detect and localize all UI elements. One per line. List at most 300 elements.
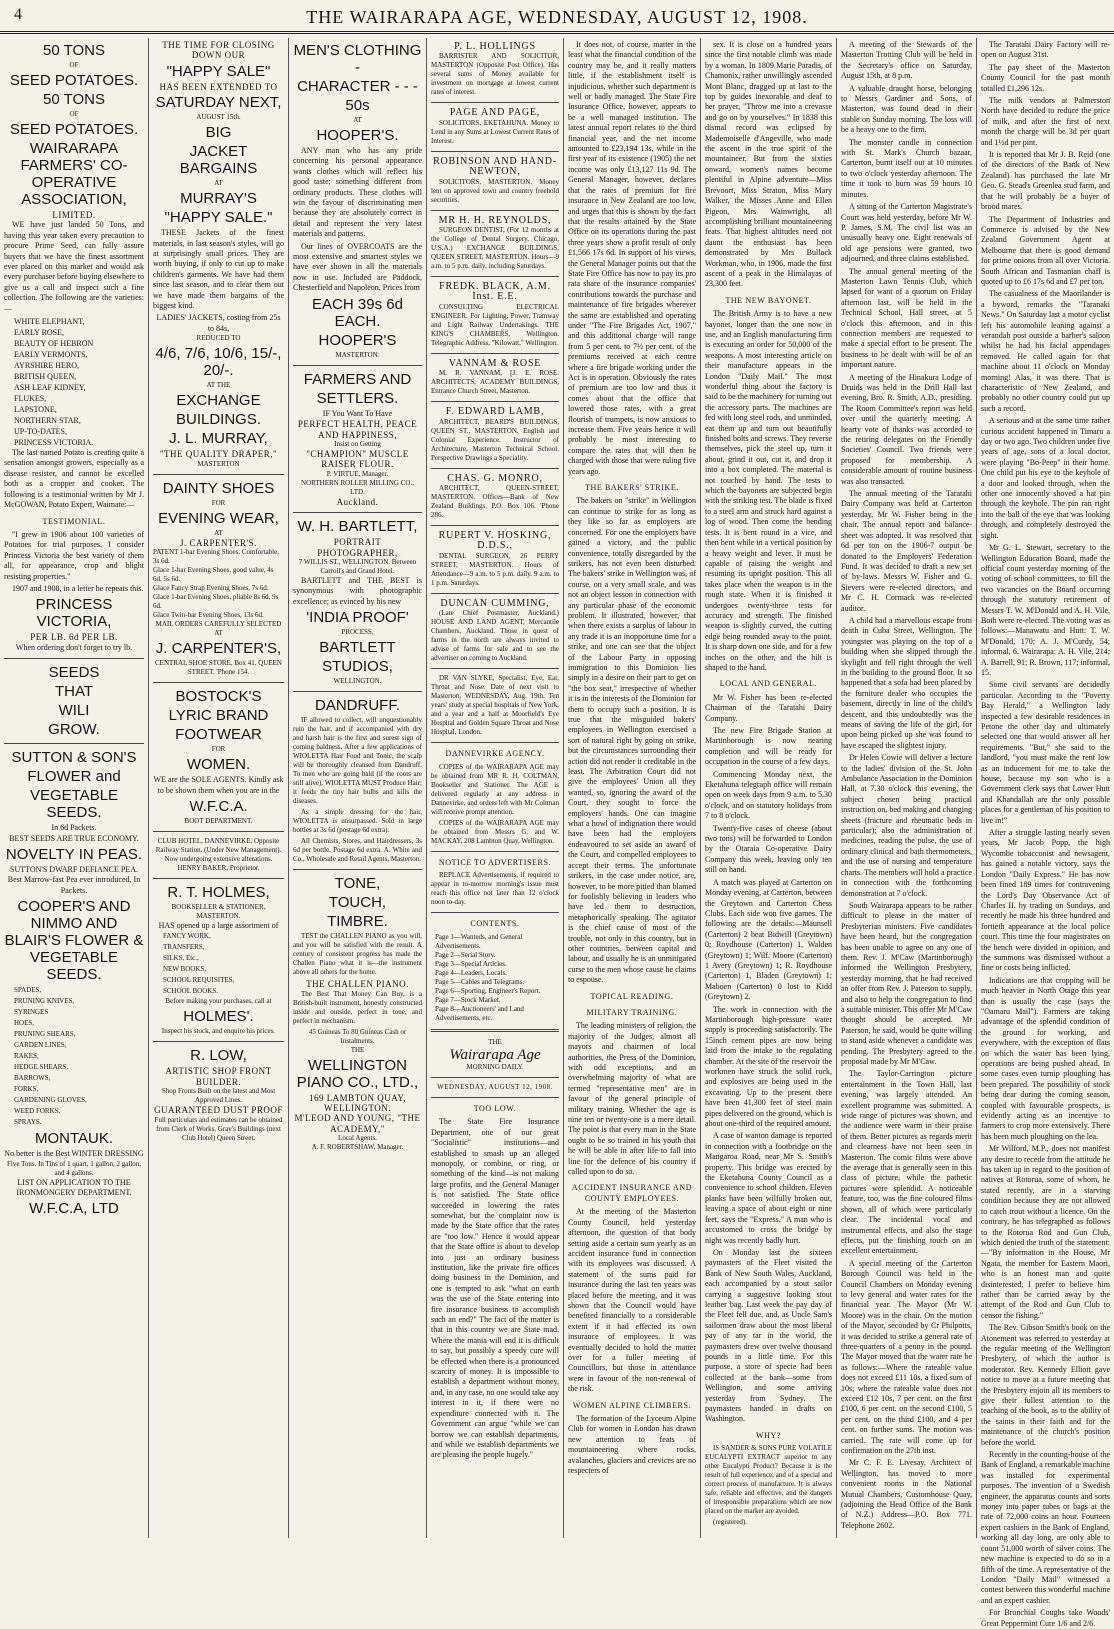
column-1-advertisements — [0, 38, 148, 1538]
ad-text: NORTHERN ROLLER MILLING CO., LTD. — [301, 478, 414, 496]
article-heading: THE BAKERS' STRIKE. — [585, 483, 679, 493]
article-paragraph: At the meeting of the Masterton County Council, held yesterday afternoon, the question of that body setting aside a certain sum yearly as an accident insurance fund in connection with its employees was discussed. A statement of the sums paid for insurance during the last ten years was placed before the meeting, and it was shown that the Council would have benefited financially to a considerable extent if it had effected its own insurance of employees. It was eventually decided to hold the matter over for a fuller meeting of Councillors, but those in attendance were in favour of the non-renewal of the risk. — [568, 1207, 696, 1394]
divider — [293, 365, 422, 366]
ad-text: CLUB HOTEL, DANNEVIRKE. Opposite Railway Station. (Under New Management). Now undergoing extensive alterations. HENRY BAKER, Proprietor. — [155, 836, 282, 872]
ad-text: WE are the SOLE AGENTS. Kindly ask to be shown them when you are in the — [153, 775, 284, 795]
ad-heading: VEGETABLE SEEDS. — [29, 787, 119, 822]
article-paragraph: A special meeting of the Carterton Borough Council was held in the Council Chambers on Monday evening to levy general and water rates for the financial year. The Mayor (Mr W. Moore) was in the chair. On the motion of the Mayor, seconded by Cr Philpotts, it was decided to strike a general rate of three-quarters of a penny in the pound. The Mayor moved that the water rate be as follows:—Where the rateable value does not exceed £11 10s, a fixed sum of 10s; where the rateable value does not exceed £12 10s, 7 per cent. on the first £100, 6 per cent. on the second £100, 5 per cent. on the third £100, and 4 per cent. on further sums. The motion was carried. The rate will come up for confirmation on the 27th inst. — [841, 1258, 972, 1456]
article-paragraph: Commencing Monday next, the Eketahuna telegraph office will remain open on week days from 9 a.m. to 5.30 o'clock, and on statutory holidays from 7 to 8 o'clock. — [705, 769, 832, 821]
column-4-cards-and-leader — [426, 38, 563, 1538]
ad-text: THE TIME FOR CLOSING DOWN OUR — [162, 40, 275, 61]
ad-price: PER LB. 6d PER LB. — [30, 632, 118, 643]
card-text: ARCHITECT, QUEEN-STREET, MASTERTON. Offices—Bank of New Zealand Buildings. P.O. Box 106. 'Phone 286. — [431, 484, 559, 520]
ad-body: All Chemists, Stores, and Hairdressers, 3s 6d per bottle. Postage 6d extra. A. White and Co., Wholesale and Retail Agents, Masterton. — [293, 837, 422, 864]
list-item: ASH LEAF KIDNEY, — [14, 383, 86, 393]
ad-heading: 50s — [345, 97, 370, 114]
article-heading: THE NEW BAYONET. — [725, 295, 812, 305]
divider — [431, 525, 559, 526]
card-text: BARRISTER AND SOLICITOR, MASTERTON (Opposite Post Office). Has several sums of Money available for investment on mortgage at lowest current rates of interest. — [431, 52, 559, 97]
ad-heading: W. H. BARTLETT, — [297, 518, 418, 536]
ad-heading: COOPER'S AND NIMMO AND BLAIR'S FLOWER & VEGETABLE SEEDS. — [4, 898, 144, 984]
article-paragraph: It does not, of course, matter in the least what the financial condition of the country may be, and it really matters little, if the establishment itself is injudicious, whether such department is well or badly managed. The State Fire Insurance Office, however, appears to be a well managed institution. The latest annual report relates to the third financial year, and the net income amounted to £23,194 13s, while in the first year of its existence (1905) the net income was only £13,127 11s 9d. The General Manager, however, declares that the rates of premium for fire insurance in New Zealand are too low, and urges that this is shown by the fact that the results attained by the State Office on its operations during the past three years show a profit result of only £1,566 17s 6d. In support of his views, the General Manager points out that the State Fire Office has now to pay its pro rata share of the insurance companies' contributions towards the purchase and maintenance of fire brigades wherever the same are established and operating under "The Fire Brigades Act, 1907," and this additional charge will range from 5 per cent. to 7½ per cent. of the premiums received at each centre where a fire brigade working under the Act is in operation. Obviously the rates of premium are too low and thus it comes about that the office that lowered those rates, with a great flourish of trumpets, is now anxious to increase them. Five years hence it will probably be most interesting to compare the rates that will then be charged with those that were ruling five years ago. — [568, 40, 696, 476]
ad-body: IF allowed to collect, will unquestionably ruin the hair, and if accompanied with dry and harsh hair is the first and surest sign of coming baldness. After a few applications of WIOLETTA Hair Food and Tonic, the scalp will be thoroughly cleansed from Dandruff. To men who are going bald (if the roots are still alive), WIOLETTA MUST Produce Hair; it feeds the tiny hair bulbs and kills the diseases. — [293, 716, 422, 806]
card-text: DR VAN SLYKE, Specialist, Eye, Ear, Throat and Nose. Date of next visit to Masterton, WEDNESDAY, Aug. 19th. Ten years' study at special hospitals of New York, and a year and a half at Moorfield's Eye Hospital and Golden Square Throat and Nose Hospital, London. — [431, 674, 559, 737]
divider — [293, 869, 422, 870]
card-name: RUPERT V. HOSKING, D.D.S., — [438, 530, 552, 552]
shoe-list — [153, 548, 284, 620]
card-text: COPIES of the WAIRARAPA AGE may be obtained from Messrs G. and W. MACKAY, 208 Lambton Quay, Wellington. — [431, 818, 559, 845]
list-item: SPRAYS. — [14, 1118, 42, 1127]
ad-text: THE CHALLEN PIANO. — [306, 979, 409, 990]
ad-heading: STUDIOS, — [322, 658, 393, 676]
divider — [431, 102, 559, 103]
business-card — [431, 474, 559, 520]
business-card — [431, 282, 559, 348]
divider — [431, 468, 559, 469]
ad-text: ARTISTIC SHOP FRONT BUILDER. — [165, 1066, 272, 1087]
article-heading: LOCAL AND GENERAL. — [719, 679, 818, 689]
leader-masthead: Wairarapa Age — [449, 1046, 541, 1063]
contents-list — [431, 933, 559, 1023]
list-item: BRITISH QUEEN, — [14, 372, 77, 382]
garden-tools-list — [4, 985, 144, 1128]
ad-heading: PRINCESS VICTORIA, — [35, 596, 113, 631]
list-item: BEAUTY OF HEBRON — [14, 339, 94, 349]
ad-text: WELLINGTON. — [323, 1102, 392, 1113]
article-paragraph: Mr G. L. Stewart, secretary to the Wellington Education Board, made the official count yesterday morning of the voting of school committees, to fill the two vacancies on the Board occurring through the statutory retirement of Messrs T. W. M'Donald and A. H. Vile. Both were re-elected. The voting was as follows:—Manawatu and Hutt: T. W. M'Donald, 170; A. J. M'Curdy, 54; informal, 6. Wairarapa: A. H. Vile, 214; A. Barrell, 91; R. Brown, 117; informal, 15. — [981, 543, 1110, 677]
ad-heading: MEN'S CLOTHING - — [293, 42, 422, 76]
ad-heading: WILI — [58, 702, 90, 720]
business-card — [431, 407, 559, 462]
list-item: TRANSFERS, — [163, 943, 205, 952]
ad-text: LIMITED. — [52, 210, 96, 220]
business-card — [431, 531, 559, 588]
ad-text: "CHAMPION" MUSCLE RAISER FLOUR. — [306, 448, 409, 470]
divider — [431, 353, 559, 354]
list-item: Page 4—Leaders, Locals. — [435, 968, 507, 977]
ad-text: In 6d Packets. — [51, 823, 97, 833]
list-item: Page 5—Cables and Telegrams. — [435, 977, 525, 986]
ad-heading: CHARACTER - - - — [297, 78, 418, 95]
column-7-local-news — [836, 38, 976, 1538]
ad-text: BEST SEEDS ARE TRUE ECONOMY. — [9, 833, 139, 843]
list-item: HOES, — [14, 1019, 35, 1028]
article-paragraph: Mr Wilford, M.P., does not manifest any desire to recede from the attitude he has taken up in regard to the position of natives at Rotorua, some of whom, he stated recently, are in a starving condition because they are not allowed to catch trout without a licence. On the contrary, he has telegraphed as follows to the Rotorua Rod and Gun Club, which denied the truth of the statement:—"By information in the House, Mr Ngata, the member for Eastern Maori, who is an honest man and quite disinterested, I prefer to believe him rather than be carried away by the attempt of the Rod and Gun Club to censor the fishing." — [981, 1144, 1110, 1320]
list-item: Page 8—Auctioneers' and Land Advertisements, etc. — [435, 1004, 524, 1022]
article-paragraph: sex. It is close on a hundred years since the first notable climb was made by a woman. In 1809 Marie Paradis, of Chamonix, rather unwillingly ascended Mont Blanc, dragged up at last to the top by guides inexorable and deaf to her prayer, "Throw me into a crevasse and go on by yourselves." In 1838 this dismal record was eclipsed by Mademoiselle d'Angeville, who made the ascent in the true spirit of the mountaineer. But from the sixties onward, women's names become plentiful in Alpine adventure—Miss Brevoort, Miss Straton, Miss Mary Walker, the Misses Anne and Ellen Pigeon, Mrs Wainwright, all accomplishing brilliant mountaineering feats. That highest altitudes need not daunt the enthusiast has been demonstrated by Mrs Bullock Workman, who, in 1906, made the first ascent of a peak in the Himalayas of 23,300 feet. — [705, 40, 832, 289]
ad-text: Insist on Getting — [334, 439, 381, 448]
ad-body: The last named Potato is creating quite a sensation amongst growers, especially as a disease resister, and cannot be excelled both as a cropper and cooker. The following is a testimonial written by Mr J. McGOWAN, Potato Expert, Waimate:— — [4, 448, 144, 510]
article-heading: WOMEN ALPINE CLIMBERS. — [572, 1400, 692, 1410]
list-item: EARLY ROSE, — [14, 328, 65, 338]
ad-text: Shop Fronts Built on the latest and Most Approved Lines. — [161, 1087, 276, 1105]
ad-body: The Best That Money Can Buy, is a British-built instrument, honestly constructed inside and outside, perfect in tone, and perfect in mechanism. — [293, 989, 422, 1025]
article-paragraph: Mr W. Fisher has been re-elected Chairman of the Taratahi Dairy Company. — [705, 692, 832, 723]
article-paragraph: The pay sheet of the Masterton County Council for the past month totalled £1,296 12s. — [981, 62, 1110, 93]
list-item: Page 2—Serial Story. — [435, 950, 496, 959]
ad-text: M'LEOD AND YOUNG, "THE ACADEMY," — [294, 1113, 421, 1134]
divider — [431, 851, 559, 852]
business-card — [431, 108, 559, 145]
divider — [293, 512, 422, 513]
article-paragraph: South Wairarapa appears to be rather difficult to please in the matter of Presbyterian ministers. Five candidates have been heard, but the congregation has been unable to agree on any one of them. Rev. J. M'Caw (Martinborough) informed the Wellington Presbytery, yesterday morning, that he had received an offer from Rev. J. Paterson to supply, and also to help the congregation to find a suitable minister. This offer Mr M'Caw thought should be accepted. Mr Paterson, he said, would be quite willing to stand aside whenever a candidate was pending. The Presbytery agreed to the proposal made by Mr M'Caw. — [841, 900, 972, 1066]
business-card — [431, 42, 559, 97]
ad-text: FOR — [211, 745, 226, 754]
article-paragraph: A serious and at the same time rather curious accident happened in Timaru a day or two ago. Two children under five years of age, sons of a local doctor, were playing "Bo-Peep" in their home. One child put his eye to the keyhole of a door and looked through, when the other one innocently shoved a hat pin through the keyhole. The pin ran right into the ball of the eye that was looking through, and completely destroyed the sight. — [981, 416, 1110, 540]
ad-body: ANY man who has any pride concerning his personal appearance wants clothes which will reflect his good taste; something different from ordinary products. These clothes will win the favour of discriminating men because they are absolutely correct in detail and represent the very latest materials and patterns. — [293, 146, 422, 239]
ad-heading: SEEDS — [48, 664, 100, 682]
list-item: WEED FORKS, — [14, 1107, 61, 1116]
ad-heading: BIG — [205, 124, 232, 142]
card-name: VANNAM & ROSE — [448, 357, 542, 369]
article-paragraph: Mr C. F. E. Livesay, Architect of Wellington, has moved to more convenient rooms in the National Mutual Chambers, Customhouse Quay, (adjoining the Head Office of the Bank of N.Z.) Address—P.O. Box 771. Telephone 2602. — [841, 1458, 972, 1530]
ad-heading: 50 TONS — [43, 91, 105, 108]
masthead — [0, 0, 1114, 34]
divider — [431, 276, 559, 277]
card-text: DENTAL SURGEON, 26 PERRY STREET, MASTERTON. Hours of Attendance—9 a.m. to 5 p.m. daily. 9 a.m. to 1 p.m. Saturdays. — [431, 551, 559, 587]
ad-text: IF You Want To Have — [322, 408, 393, 418]
article-heading: TOPICAL READING. — [590, 991, 674, 1001]
divider — [431, 1029, 559, 1032]
divider — [153, 878, 284, 879]
list-item: LAPSTONE, — [14, 405, 57, 415]
ad-text: No better is the Best WINTER DRESSING — [4, 1149, 144, 1159]
ad-text: FOR — [211, 498, 226, 507]
ad-text: REDUCED TO — [196, 334, 241, 343]
ad-text: AUGUST 15th. — [196, 113, 241, 122]
card-text: SOLICITORS, MASTERTON. Money lent on approved town and country freehold securities. — [431, 177, 559, 204]
ad-heading: 4/6, 7/6, 10/6, 15/-, 20/-. — [155, 345, 282, 380]
ad-body: BARTLETT and THE BEST is synonymous with photographic excellence; as evinced by his new — [293, 575, 422, 606]
list-item: Page 7—Stock Market. — [435, 995, 501, 1004]
column-8-local-news — [976, 38, 1114, 1628]
ad-text: AT — [214, 528, 223, 537]
ad-heading: J. L. MURRAY, — [169, 430, 268, 448]
article-paragraph: Twenty-five cases of cheese (about two tons) will be forwarded to London by the Otaraia Co-operative Dairy Company this week, leaving only ten still on hand. — [705, 823, 832, 875]
divider — [431, 210, 559, 211]
article-paragraph: The new Fire Brigade Station at Martinborough is now nearing completion and will be ready for occupation in the course of a few days. — [705, 726, 832, 767]
card-name: P. L. HOLLINGS — [454, 41, 536, 52]
ad-text: HAS opened up a large assortment of — [158, 920, 279, 930]
ad-heading: TIMBRE. — [327, 913, 388, 931]
ad-heading: BARTLETT — [319, 639, 396, 657]
ad-heading: SEED POTATOES. — [9, 72, 139, 89]
ad-heading: HOLMES'. — [183, 1008, 254, 1026]
ad-heading: BUILDINGS. — [175, 411, 262, 429]
list-item: RAKES, — [14, 1052, 39, 1061]
article-paragraph: The monster candle in connection with St. Mark's Church bazaar, Carterton, burnt itself out at 10 minutes to two o'clock yesterday afternoon. The time it took to burn was 59 hours 10 minutes. — [841, 137, 972, 199]
column-3-advertisements — [288, 38, 426, 1538]
ad-heading: 'INDIA PROOF' — [306, 609, 409, 627]
divider — [431, 151, 559, 152]
card-text: ARCHITECT, BEARD'S BUILDINGS, QUEEN ST., MASTERTON. English and Colonial Experience. Instructor of Architecture, Masterton Technical School. Perspective Drawings a Speciality. — [431, 417, 559, 462]
ad-heading: J. CARPENTER'S, — [155, 640, 282, 658]
section-heading: CONTENTS. — [470, 919, 520, 929]
ad-body: TEST the CHALLEN PIANO as you will, and you will be satisfied with the result. A century of consistent progress has made the Challen Piano what it is—the instrument above all others for the home. — [293, 932, 422, 977]
list-item: FANCY WORK, — [163, 932, 211, 941]
ad-text: Before making your purchases, call at — [165, 997, 272, 1006]
ad-heading: BOSTOCK'S — [175, 688, 262, 706]
divider — [431, 668, 559, 669]
ad-text: PERFECT HEALTH, PEACE AND HAPPINESS, — [297, 419, 418, 440]
article-heading: MILITARY TRAINING. — [586, 1007, 678, 1017]
ad-heading: FOOTWEAR — [175, 726, 262, 744]
card-text: REPLACE Advertisements, if required to appear in to-morrow morning's issue must reach this office not later than 12 o'clock noon to-day. — [431, 871, 559, 907]
article-paragraph: Dr Helen Cowie will deliver a lecture to the ladies' division of the St. John Ambulance Association in the Dominion Hall, at 7.30 o'clock this evening, the subject chosen being practical instruction on, bed making and changing sheets (fracture and rheumatic beds in particular); also the administration of medicines, reading the pulse, the use of ordinary clinical and bath thermometers, and the use of nursing and temperature charts. The members will hold a practice in connection with the forthcoming demonstration at 7 o'clock. — [841, 753, 972, 898]
article-paragraph: Indications are that cropping will be much heavier in North Otago this year than is usually the case (says the "Oamaru Mail"). Farmers are taking advantage of the splendid condition of the ground for working, and everywhere, with the exception of flats on which the water has been lying, operations are being pushed ahead. In some cases even turnip ploughing has been prepared. The possibility of stock being dear during the coming season, coupled with favourable prospects, is evidently acting as an incentive to farmers to crop more extensively. There has been much ploughing on the lea. — [981, 975, 1110, 1141]
leader-text: MORNING DAILY. — [466, 1062, 524, 1071]
ad-heading: WELLINGTON PIANO CO., LTD., — [296, 1056, 419, 1091]
ad-heading: SATURDAY NEXT, — [155, 94, 282, 112]
article-paragraph: On Monday last the sixteen paymasters of the Fleet visited the Bank of New South Wales, Auckland, each accompanied by a stout sailor carrying a suggestive looking stout leather bag. Last week the pay day of the Fleet fell due, and, as Uncle Sam's sailormen draw about the most liberal pay of any tar in the world, the paymasters drew over twelve thousand pounds in a little time. For this purpose, a store of specie had been collected at the bank—some from Wellington, and some arriving yesterday from Sydney. The paymasters handed in drafts on Washington. — [705, 1247, 832, 1424]
ad-text: Inspect his stock, and enquire his prices. — [161, 1027, 276, 1036]
ad-text: OF — [69, 110, 79, 118]
ad-text: P. VIRTUE, Manager. — [326, 469, 389, 478]
list-item: Page 1—Wanteds, and General Advertisements. — [435, 932, 523, 950]
list-item: Glace Twin-bar Evening Shoes, 13s 6d. — [153, 611, 264, 620]
ad-text: LIST ON APPLICATION TO THE IRONMONGERY DEPARTMENT. — [16, 1177, 132, 1197]
article-paragraph: A child had a marvellous escape from death in Cuba Street, Wellington. The youngster was playing on the top of a building when she slipped through the skylight and fell right through the well in the building to the ground floor. It so happened that a sofa had been placed by the furniture dealer who occupies the basement, directly in line of the child's descent, and this undoubtedly was the means of saving the life of the girl, for upon being picked up she was found to have escaped the slightest injury. — [841, 615, 972, 750]
potato-varieties-list — [4, 316, 144, 448]
list-item: HEDGE SHEARS, — [14, 1063, 69, 1072]
card-text: SOLICITORS, EKETAHUNA. Money to Lend in any Sums at Lowest Current Rates of Interest. — [431, 118, 559, 145]
ad-body: THESE Jackets of the finest materials, in last season's styles, will go at surprisingly small prices. They are worth buying, if only to cut up to make children's garments. We have had them since last season, and to clear them out we have made them bargains of the biggest kind. — [153, 228, 284, 311]
card-text: SURGEON DENTIST, (For 12 months at the College of Dental Surgery, Chicago, U.S.A.) EXCHANGE BUILDINGS, QUEEN STREET, MASTERTON. Hours—9 a.m. to 5 p.m. daily, including Saturdays. — [431, 226, 559, 271]
article-paragraph: (registered). — [713, 1518, 748, 1527]
ad-body: As a simple dressing for the hair, WIOLETTA is unsurpassed. Sold in large bottles at 3s 6d (postage 6d extra). — [293, 808, 422, 835]
ad-text: Five Tons. In Tins of 1 quart, 1 gallon, 2 gallon, and 4 gallons. — [7, 1159, 141, 1177]
article-paragraph: A match was played at Carterton on Monday evening, at Carterton, between the Greytown and Carterton Chess Clubs. Each side won five games. The following are the details:—Maunsell (Carterton) 2 beat Bidwill (Greytown) 0; Roydhouse (Carterton) 1, Walden (Greytown) 1; Wilf. Moore (Carterton) 1 Avery (Greytown) 1; R. Roydhouse (Carterton) 1, Bladen (Greytown) 1; Maboen (Carterton) 0 lost to Kidd (Greytown) 2. — [705, 877, 832, 1002]
ad-heading: R. LOW, — [190, 1047, 247, 1065]
card-text: M. R. VANNAM, [J. E. ROSE. ARCHITECTS, ACADEMY BUILDINGS, Entrance Church Street, Masterton. — [431, 369, 559, 396]
article-paragraph: The formation of the Lyceum Alpine Club for women in London has drawn new attention to feats of mountaineering where rocks, avalanches, glaciers and crevices are no respecters of — [568, 1414, 696, 1476]
ad-heading: SEED POTATOES. — [9, 121, 139, 138]
ad-text: HAS BEEN EXTENDED TO — [159, 81, 278, 92]
ad-body: 1907 and 1908, in a letter he repeats this. — [12, 583, 144, 593]
list-item: Page 6—Sporting, Engineer's Report. — [435, 986, 541, 995]
ad-heading: WAIRARAPA FARMERS' CO-OPERATIVE ASSOCIATION, — [20, 140, 128, 208]
article-paragraph: The Taratahi Dairy Factory will re-open on August 31st. — [981, 40, 1110, 60]
article-paragraph: Some civil servants are decidedly particular. According to the "Poverty Bay Herald," a Wellington lady inspected a few desirable residences in Petone the other day and ultimately selected one that would answer all her requirements. "But," she said to the landlord, "you must make the rent low as an inducement for me to take the house, because my son who is a Government clerk says that Lower Hutt and Khandallah are the only possible places for a gentleman of his position to live in!" — [981, 680, 1110, 825]
ad-text: AT THE — [206, 381, 231, 390]
article-paragraph: The annual general meeting of the Masterton Lawn Tennis Club, which lapsed for want of a quorum on Friday afternoon last, will be held in the Technical School, Hall street, at 5 o'clock this afternoon, and in this connection members are requested to make a special effort to be present. The business to be dealt with will be of an important nature. — [841, 266, 972, 370]
list-item: NEW BOOKS, — [163, 965, 207, 974]
list-item: SCHOOL BOOKS. — [163, 987, 218, 996]
card-text: CONSULTING ELECTRICAL ENGINEER. For Lighting, Power, Tramway and Light Railway Undertakings. THE KING'S CHAMBERS, Wellington. Telegraphic Address, "Kilowatt," Wellington. — [431, 302, 559, 347]
article-paragraph: After a struggle lasting nearly seven years, Mr Jacob Popp, the high Wycombe tobacconist and newsagent, has gained a notable victory, says the London "Daily Express." He has now been fined 189 times for contravening the Lord's Day Observance Act of Charles II. by trading on Sundays, and recently he made his three hundred and fortieth appearance at the local police court. This time the four magistrates on the bench were divided in opinion, and the summons was dismissed without a fine or costs being inflicted. — [981, 828, 1110, 973]
ad-text: MAIL ORDERS CAREFULLY SELECTED AT — [155, 620, 282, 638]
ad-text: Full particulars and estimates can be obtained from Clerk of Works, Gray's Buildings (next Club Hotel) Queen Street. — [154, 1115, 283, 1142]
ad-heading: GROW. — [48, 721, 100, 739]
list-item: PRINCESS VICTORIA. — [14, 438, 94, 448]
ad-heading: 50 TONS — [43, 42, 105, 59]
ad-heading: W.F.C.A. — [189, 797, 248, 815]
article-heading: WHY? — [755, 1430, 782, 1440]
leader-date: WEDNESDAY, AUGUST 12, 1908. — [437, 1082, 553, 1091]
ad-body: Our lines of OVERCOATS are the most extensive and smartest styles we have ever shown in all the materials now in use. Included are Paddock, Chesterfield and Napoleon. Prices from — [293, 241, 422, 293]
business-card — [431, 599, 559, 663]
article-paragraph: A valuable draught horse, belonging to Messrs Gardiner and Sons, of Masterton, was found dead in their stable on Sunday morning. The loss will be a heavy one to the firm. — [841, 83, 972, 135]
column-2-advertisements — [148, 38, 288, 1538]
list-item: SCHOOL REQUISITES, — [163, 976, 235, 985]
ad-heading: HOOPER'S — [318, 331, 397, 349]
card-name: CHAS. G. MONRO, — [447, 472, 543, 484]
divider — [431, 1077, 559, 1078]
ad-heading: TONE, — [334, 875, 381, 893]
ad-heading: FARMERS AND — [303, 370, 412, 388]
list-item: GARDENING GLOVES, — [14, 1096, 87, 1105]
list-item: NORTHERN STAR, — [14, 416, 81, 426]
ad-text: SUTTON'S DWARF DEFIANCE PEA. — [10, 864, 138, 874]
leader-text: THE — [488, 1037, 502, 1046]
list-item: GARDEN LINES, — [14, 1041, 67, 1050]
article-paragraph: The Taylor-Carrington picture entertainment in the Town Hall, last evening, was largely attended. An excellent programme was submitted. A wide range of pictures was shown, and the audience were warm in their praise of them. Better pictures as regards merit and clearness have not been seen in Masterton. The comic films were above the average that is generally seen in this class of picture, while the pathetic pictures were splendid. A noticeable feature, too, was the fine coloured films shown, all of which were particularly clear. The incidental vocal and instrumental effects, and also the stage effects, put the finishing touch on an excellent entertainment. — [841, 1069, 972, 1256]
section-heading: DANNEVIRKE AGENCY. — [445, 749, 545, 759]
card-name: F. EDWARD LAMB, — [445, 406, 545, 418]
divider — [431, 1097, 559, 1098]
ad-heading: LYRIC BRAND — [168, 707, 269, 725]
ad-text: LADIES' JACKETS, costing from 25s to 84s, — [156, 313, 281, 333]
ad-heading: HOOPER'S. — [316, 127, 399, 144]
ad-heading: SUTTON & SON'S — [11, 749, 137, 767]
list-item: SILKS, Etc., — [163, 954, 199, 963]
ad-heading: DAINTY SHOES — [162, 479, 275, 497]
list-item: Page 3—Special Articles. — [435, 959, 507, 968]
ad-text: PORTRAIT PHOTOGRAPHER, — [317, 537, 398, 558]
ad-heading: WOMEN. — [186, 756, 251, 774]
ad-text: J. CARPENTER'S. — [180, 537, 257, 548]
list-item: BARROWS, — [14, 1074, 51, 1083]
list-item: PRUNING SHEARS, — [14, 1030, 76, 1039]
newspaper-title: THE WAIRARAPA AGE, WEDNESDAY, AUGUST 12, 1908. — [306, 7, 808, 27]
divider — [431, 401, 559, 402]
ad-heading: "HAPPY SALE" — [166, 62, 271, 80]
business-card — [431, 157, 559, 205]
ad-body: "I grew in 1906 about 100 varieties of Potatoes for trial purposes. I consider Princess Victoria the best variety of them all, for appearance, crop and blight resisting properties." — [4, 529, 144, 581]
ad-text: A. F. ROBERTSHAW, Manager. — [311, 1143, 404, 1152]
list-item: FORKS, — [14, 1085, 39, 1094]
ad-text: 7 WILLIS ST., WELLINGTON. Between Carroll's and Grand Hotel. — [298, 557, 417, 575]
stationery-list — [153, 931, 284, 997]
ad-text: Local Agents. — [338, 1134, 377, 1143]
ad-text: When ordering don't forget to try lb. — [15, 642, 133, 652]
article-paragraph: The leading ministers of religion, the majority of the Judges, almost all mayors and chairmen of local authorities, the Press of the Dominion, with odd exceptions, and an overwhelming majority of what are termed "representative men" are in favour of the general principle of military training. Whether the age is nine ten or twenty-one is a mere detail. The point is that every man in the State ought to be so trained in his youth that he will be able in after life to fall into line for the defence of his country if called upon to do so. — [568, 1021, 696, 1177]
list-item: Glace 1-bar Evening Shoes, pliable 8s 6d, 9s 6d. — [153, 593, 279, 611]
divider — [153, 682, 284, 683]
list-item: SYRINGES — [14, 1008, 49, 1017]
article-paragraph: The State Fire Insurance Department, one of our great "Socialistic" institutions—and established to smash up an alleged monopoly, or combine, or ring, or something of the kind—is not making large profits, and the General Manager is not satisfied. The State office succeeded in lowering the rates somewhat, but the complaint now is made by the State office that the rates are "too low." Hence it would appear that the State office is about to develop into just an ordinary business institution, like the private fire offices doing business in the Dominion, and one is tempted to ask "what on earth was the use of the State entering into fire insurance business to accomplish such an end?" The fact of the matter is that in this country we are State mad. Where the mania will end it is difficult to say, but possibly a speedy cure will be effected when there is a pronounced scarcity of money. It is impossible to establish a department without money, and, in any case, no one would take any interest in it, if there were no expenditure connected with it. The Government can argue "while we can borrow we can establish departments, and while we establish departments we are pleasing the people hugely." — [431, 1117, 559, 1460]
article-paragraph: The British Army is to have a new bayonet, longer than the one now in use, and an English manufacturing firm is executing an order for 50,000 of the weapons. A most interesting article on their manufacture appears in the London "Daily Mail." The most wonderful thing about the factory is said to be the machinery for turning out the accessory parts. The machines are fed with long steel rods, and unminded, eat them up and turn out beautifully finished bolts and screws. They reverse themselves, pick the steel up, turn it about, grind it out, cut it, and drop it into a box completed. The material is not touched by hand. The tests to which the bayonets are subjected begin with the striking test. The blade is fixed to a steel arm and struck hard against a log of wood. Then come the bending tests. It is bent round in a vice, and then bent while in a vertical position by a heavy weight and lever. It must be capable of raising the weight and resuming its upright position. This all takes place when the weapon is in the rough state. When it is finished it undergoes twenty-three tests for accuracy and strength. The finished weapon is slightly curved, the cutting edge being rounded away to the point. It is sharp down one side, and for a few inches on the other, and the hilt is shaped to the hand. — [705, 309, 832, 672]
ad-text: WELLINGTON. — [333, 677, 382, 686]
ad-price: EACH 39s 6d EACH. — [312, 295, 403, 330]
divider — [431, 593, 559, 594]
list-item: FLUKES, — [14, 394, 47, 404]
ad-heading: THAT — [54, 683, 94, 701]
article-paragraph: Recently in the counting-house of the Bank of England, a remarkable machine was installed for experimental purposes. The invention of a Swedish engineer, the apparatus counts and sorts money into paper tubes or bags at the rate of 72,000 coins an hour. Fourteen expert cashiers in the Bank of England, working all day long, are only able to count 51,000 worth of silver coins. The new machine is expected to do so in a fifth of the time. A representative of the London "Daily Mail" witnessed a contest between this wonderful machine and an expert cashier. — [981, 1450, 1110, 1605]
ad-text: MASTERTON. — [335, 350, 380, 359]
ad-heading: W.F.C.A, LTD — [29, 1200, 119, 1218]
ad-heading: EVENING WEAR, — [158, 509, 279, 527]
article-paragraph: IS SANDER & SONS PURE VOLATILE EUCALYPTI EXTRACT superior to any other Eucalypti Product? Because it is the result of full experience, and of a special and correct process of manufacture. It is always safe, reliable and effective, and the dangers of irresponsible preparations which are now placed on the market are avoided. — [705, 1444, 832, 1516]
column-5-articles — [563, 38, 700, 1538]
ad-text: BOOKSELLER & STATIONER, MASTERTON. — [171, 902, 266, 920]
article-paragraph: A case of wanton damage is reported in connection with a footbridge on the Mangaroa Road, near Mr S. Smith's property. This bridge was erected by the Eketahuna County Council as a convenience to school children. Eleven planks have been wilfully broken out, leaving a space of about eight or nine feet, says the "Express." A man who is accustomed to cross the bridge by night was recently badly hurt. — [705, 1131, 832, 1245]
divider — [4, 658, 144, 659]
card-name: PAGE AND PAGE, — [449, 107, 541, 119]
list-item: PATENT 1-bar Evening Shoes, Comfortable, 3s 6d. — [153, 548, 279, 566]
column-6-articles — [700, 38, 836, 1538]
ad-heading: MURRAY'S — [180, 190, 257, 208]
ad-heading: "HAPPY SALE." — [164, 209, 273, 227]
ad-body: WE have just landed 50 Tons, and having this year taken every precaution to procure Prime Seed, can fully assure buyers that we have the finest assortment ever placed on this market and would ask every purchaser before buying elsewhere to give us a call and inspect such a fine collection. The following are the varieties:— — [4, 220, 144, 313]
divider — [431, 742, 559, 743]
ad-text: OF — [69, 61, 79, 69]
list-item: UP-TO-DATES, — [14, 427, 67, 437]
ad-text: "THE QUALITY DRAPER," — [159, 449, 278, 460]
article-paragraph: The casualness of the Maorilander is a byword, remarks the "Taranaki News." On Saturday last a motor cyclist left his automobile leaning against a verandah post outside a barber's saloon whilst he had his facial appendages removed. He called again for that machine about 11 o'clock on Monday morning! Alas, it was there. That is characteristic of New Zealand, and probably no other country could put up such a record. — [981, 289, 1110, 413]
ad-text: MASTERTON — [197, 459, 240, 468]
list-item: Glace 1-bar Evening Shoes, good value, 4s 6d, 5s 6d. — [153, 566, 274, 584]
ad-text: BOOT DEPARTMENT. — [184, 816, 253, 825]
divider — [4, 743, 144, 744]
card-name: MR H. H. REYNOLDS, — [438, 214, 552, 226]
article-paragraph: The milk vendors at Palmerston North have decided to reduce the price of milk, and after the first of next month the charge will be 3d per quart and 1½d per pint. — [981, 96, 1110, 147]
ad-text: GUARANTEED DUST PROOF — [154, 1105, 283, 1116]
card-name: ROBINSON AND HAND-NEWTON, — [433, 155, 557, 178]
card-text: (Late Chief Postmaster, Auckland.) HOUSE AND LAND AGENT, Mercantile Chambers, Auckland. Those in quest of farms in the north are always invited to advise of farms for sale and to see the advertiser on coming to Auckland. — [431, 609, 559, 663]
section-heading: TESTIMONIAL. — [42, 516, 106, 526]
card-name: DUNCAN CUMMING, — [440, 597, 550, 609]
article-paragraph: For Bronchial Coughs take Woods' Great Peppermint Cure 1/6 and 2/6. — [981, 1608, 1110, 1628]
list-item: SPADES, — [14, 986, 42, 995]
list-item: Glace Fancy Strap Evening Shoes, 7s 6d. — [153, 584, 269, 593]
ad-heading: EXCHANGE — [176, 392, 261, 410]
article-heading: ACCIDENT INSURANCE AND COUNTY EMPLOYEES. — [571, 1183, 693, 1203]
ad-text: AT — [214, 179, 223, 188]
ad-heading: R. T. HOLMES, — [167, 883, 270, 901]
ad-heading: JACKET BARGAINS — [179, 143, 258, 178]
ad-text: PROCESS. — [341, 628, 374, 637]
list-item: AYRSHIRE HERO, — [14, 361, 80, 371]
ad-heading: FLOWER and — [27, 768, 121, 786]
section-heading: NOTICE TO ADVERTISERS. — [438, 857, 552, 867]
ad-heading: DANDRUFF. — [315, 697, 400, 715]
business-card — [431, 216, 559, 271]
article-paragraph: The Rev. Gibson Smith's book on the Atonement was referred to yesterday at the regular meeting of the Wellington Presbytery, of which the author is moderator. Rev. Kennedy Elliott gave notice to move at a future meeting that the Presbytery enjoin all its members to give their fullest attention to the teaching of the book, as to the ability of the saints in their faith and for the maintenance of the church's position before the world. — [981, 1323, 1110, 1447]
article-heading: TOO LOW. — [473, 1103, 517, 1113]
page-number: 4 — [14, 6, 22, 23]
article-paragraph: A sitting of the Carterton Magistrate's Court was held yesterday, before Mr W. P. James, S.M. The civil list was an unusually heavy one. Eight renewals of old age pensions were granted, two adjourned, and three claims established. — [841, 202, 972, 264]
ad-text: THE — [350, 1045, 365, 1054]
list-item: EARLY VERMONTS, — [14, 350, 88, 360]
list-item: WHITE ELEPHANT, — [14, 317, 85, 327]
columns — [0, 38, 1114, 1628]
ad-text: 169 LAMBTON QUAY, — [308, 1092, 407, 1103]
article-paragraph: The annual meeting of the Taratahi Dairy Company was held at Carterton yesterday, Mr W. Fisher being in the chair. The annual report and balance-sheet was adopted. It was resolved that 6d per ton on the 1906-7 output be donated to the Employers' Federation Fund. It was decided to draft a new set of by-laws. Messrs W. Fisher and G. Sievers were re-elected directors, and Mr C. H. Cormack was re-elected auditor. — [841, 489, 972, 613]
ad-heading: NOVELTY IN PEAS. — [5, 845, 143, 863]
divider — [153, 474, 284, 475]
divider — [153, 831, 284, 832]
ad-text: Auckland. — [336, 496, 379, 507]
business-card — [431, 359, 559, 396]
ad-heading: SETTLERS. — [316, 389, 399, 407]
list-item: PRUNING KNIVES, — [14, 997, 75, 1006]
divider — [431, 912, 559, 913]
divider — [153, 1041, 284, 1042]
article-paragraph: The Department of Industries and Commerce is advised by the New Zealand Government Agent at Melbourne that there is good demand for prime onions from all over Victoria. South African and Tasmanian chaff is quoted up to £6 17s 6d and £7 per ton. — [981, 214, 1110, 286]
ad-heading: MONTAUK. — [34, 1130, 114, 1148]
ad-text: Best Marrow-fast Pea ever introduced, In Packets. — [7, 875, 141, 895]
